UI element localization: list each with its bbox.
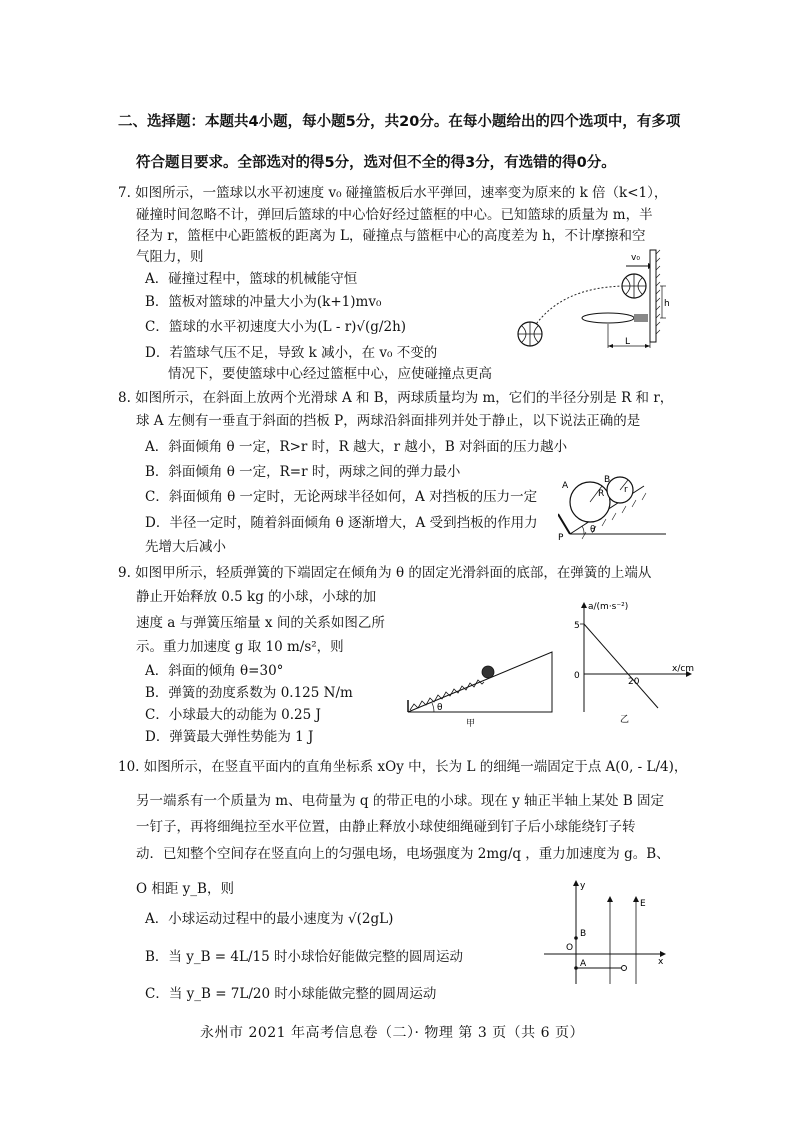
page-footer: 永州市 2021 年高考信息卷（二）· 物理 第 3 页（共 6 页） xyxy=(200,1025,584,1041)
q9-line4: 示。重力加速度 g 取 10 m/s²，则 xyxy=(136,639,344,655)
q9-graph-y5: 5 xyxy=(574,621,580,631)
q10-label-E: E xyxy=(640,899,646,909)
q8-incline-figure xyxy=(558,460,670,542)
q10-label-y: y xyxy=(580,881,586,891)
q9-graph-xlabel: x/cm xyxy=(672,664,695,674)
q7-option-a: A．碰撞过程中，篮球的机械能守恒 xyxy=(145,271,358,287)
q7-line4: 气阻力，则 xyxy=(136,249,204,265)
q7-line3: 径为 r，篮框中心距篮板的距离为 L，碰撞点与篮框中心的高度差为 h，不计摩擦和空 xyxy=(136,228,646,244)
q9-line3: 速度 a 与弹簧压缩量 x 间的关系如图乙所 xyxy=(136,615,385,631)
q8-option-a: A．斜面倾角 θ 一定，R>r 时，R 越大，r 越小，B 对斜面的压力越小 xyxy=(145,439,568,455)
q9-line2: 静止开始释放 0.5 kg 的小球，小球的加 xyxy=(136,589,377,605)
q9-graph-ylabel: a/(m·s⁻²) xyxy=(588,602,629,612)
q7-basketball-figure xyxy=(510,246,670,358)
q8-label-B: B xyxy=(604,475,611,485)
q9-option-d: D．弹簧最大弹性势能为 1 J xyxy=(145,729,314,745)
q10-option-c: C．当 y_B = 7L/20 时小球能做完整的圆周运动 xyxy=(145,986,437,1002)
q8-option-b: B．斜面倾角 θ 一定，R=r 时，两球之间的弹力最小 xyxy=(145,464,461,480)
q9-spring-incline-figure xyxy=(404,650,554,732)
q10-line5: O 相距 y_B，则 xyxy=(136,881,234,897)
q9-graph-origin: 0 xyxy=(574,671,580,681)
q10-label-O: O xyxy=(566,943,574,953)
q9-graph-x20: 20 xyxy=(628,677,640,687)
q9-line1: 9. 如图甲所示，轻质弹簧的下端固定在倾角为 θ 的固定光滑斜面的底部，在弹簧的上端从 xyxy=(118,565,652,581)
basketball-upper-icon xyxy=(622,274,646,298)
basketball-lower-icon xyxy=(518,322,542,346)
q7-option-d: D．若篮球气压不足，导致 k 减小，在 v₀ 不变的 xyxy=(145,345,438,361)
q7-option-b: B．篮板对篮球的冲量大小为(k+1)mv₀ xyxy=(145,294,382,310)
q8-label-r: r xyxy=(624,485,628,495)
q8-label-P: P xyxy=(558,533,564,542)
q7-line1: 7. 如图所示，一篮球以水平初速度 v₀ 碰撞篮板后水平弹回，速率变为原来的 k 倍（k<1）， xyxy=(118,185,668,201)
q10-label-x: x xyxy=(658,957,664,967)
q10-line2: 另一端系有一个质量为 m、电荷量为 q 的带正电的小球。现在 y 轴正半轴上某处 B 固定 xyxy=(136,793,665,809)
section-title-line1: 二、选择题：本题共4小题，每小题5分，共20分。在每小题给出的四个选项中，有多项 xyxy=(118,114,681,130)
q10-option-a: A．小球运动过程中的最小速度为 √(2gL) xyxy=(145,911,394,927)
q8-option-c: C．斜面倾角 θ 一定时，无论两球半径如何，A 对挡板的压力一定 xyxy=(145,489,538,505)
q10-line3: 一钉子，再将细绳拉至水平位置，由静止释放小球使细绳碰到钉子后小球能绕钉子转 xyxy=(136,819,636,835)
q9-label-jia: 甲 xyxy=(466,719,476,729)
q10-option-b: B．当 y_B = 4L/15 时小球恰好能做完整的圆周运动 xyxy=(145,949,463,965)
q9-label-theta: θ xyxy=(437,703,443,713)
q7-L-label: L xyxy=(625,337,631,347)
section-title-line2: 符合题目要求。全部选对的得5分，选对但不全的得3分，有选错的得0分。 xyxy=(136,155,616,171)
q8-option-d: D．半径一定时，随着斜面倾角 θ 逐渐增大，A 受到挡板的作用力 xyxy=(145,515,538,531)
q8-label-R: R xyxy=(598,489,605,499)
q7-v0-label: v₀ xyxy=(631,253,640,263)
q8-option-d-cont: 先增大后减小 xyxy=(145,539,226,555)
q10-label-A: A xyxy=(580,959,587,969)
q9-option-a: A．斜面的倾角 θ=30° xyxy=(145,663,284,679)
q9-option-b: B．弹簧的劲度系数为 0.125 N/m xyxy=(145,685,353,701)
q7-option-c: C．篮球的水平初速度大小为(L - r)√(g/2h) xyxy=(145,319,407,335)
q7-option-d-cont: 情况下，要使篮球中心经过篮框中心，应使碰撞点更高 xyxy=(168,366,492,382)
q10-field-figure xyxy=(540,878,670,986)
q8-line2: 球 A 左侧有一垂直于斜面的挡板 P，两球沿斜面排列并处于静止，以下说法正确的是 xyxy=(136,413,641,429)
q8-label-A: A xyxy=(562,481,569,491)
q8-line1: 8. 如图所示，在斜面上放两个光滑球 A 和 B，两球质量均为 m，它们的半径分别是 R 和 r， xyxy=(118,390,674,406)
q7-line2: 碰撞时间忽略不计，弹回后篮球的中心恰好经过篮框的中心。已知篮球的质量为 m，半 xyxy=(136,207,653,223)
q10-line4: 动．已知整个空间存在竖直向上的匀强电场，电场强度为 2mg/q ，重力加速度为 g。B、 xyxy=(136,846,670,862)
q7-h-label: h xyxy=(664,299,670,309)
q10-label-B: B xyxy=(580,929,587,939)
q9-option-c: C．小球最大的动能为 0.25 J xyxy=(145,707,321,723)
q9-ax-graph xyxy=(566,600,696,726)
q8-label-theta: θ xyxy=(590,525,596,535)
q10-line1: 10. 如图所示，在竖直平面内的直角坐标系 xOy 中，长为 L 的细绳一端固定于点 A(0, - L/4)， xyxy=(118,759,688,775)
q9-label-yi: 乙 xyxy=(620,715,630,725)
